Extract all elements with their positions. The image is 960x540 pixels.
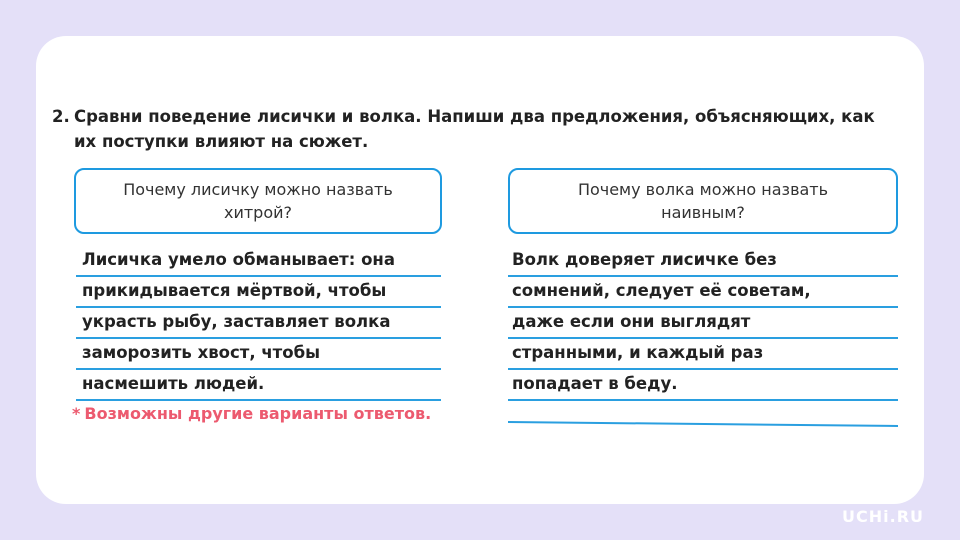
right-answer-line: Волк доверяет лисичке без (508, 246, 898, 277)
brand-logo: UCHi.RU (842, 507, 924, 526)
left-question-line-1: Почему лисичку можно назвать (123, 180, 393, 199)
task-statement (52, 104, 882, 154)
left-answer-line: украсть рыбу, заставляет волка (76, 308, 441, 339)
right-answer-line: сомнений, следует её советам, (508, 277, 898, 308)
right-question-text (543, 178, 863, 224)
note-asterisk: * (72, 404, 81, 423)
left-question-text (98, 178, 418, 224)
right-answer-line: даже если они выглядят (508, 308, 898, 339)
right-answer-lines (508, 246, 898, 401)
left-question-box (74, 168, 442, 234)
right-question-line-2: наивным? (661, 203, 745, 222)
right-answer-line: попадает в беду. (508, 370, 898, 401)
left-answer-line: заморозить хвост, чтобы (76, 339, 441, 370)
note-text: Возможны другие варианты ответов. (84, 404, 432, 423)
right-answer-line: странными, и каждый раз (508, 339, 898, 370)
left-answer-line: Лисичка умело обманывает: она (76, 246, 441, 277)
left-answer-line: насмешить людей. (76, 370, 441, 401)
task-number: 2. (52, 107, 70, 126)
alternative-answers-note (72, 404, 431, 423)
right-question-box (508, 168, 898, 234)
task-text: Сравни поведение лисички и волка. Напиши два предложения, объясняющих, как их поступки влияют на сюжет. (74, 107, 875, 151)
right-question-line-1: Почему волка можно назвать (577, 180, 829, 199)
left-answer-line: прикидывается мёртвой, чтобы (76, 277, 441, 308)
left-answer-lines (76, 246, 441, 401)
empty-answer-line (508, 418, 900, 430)
left-question-line-2: хитрой? (223, 203, 293, 222)
